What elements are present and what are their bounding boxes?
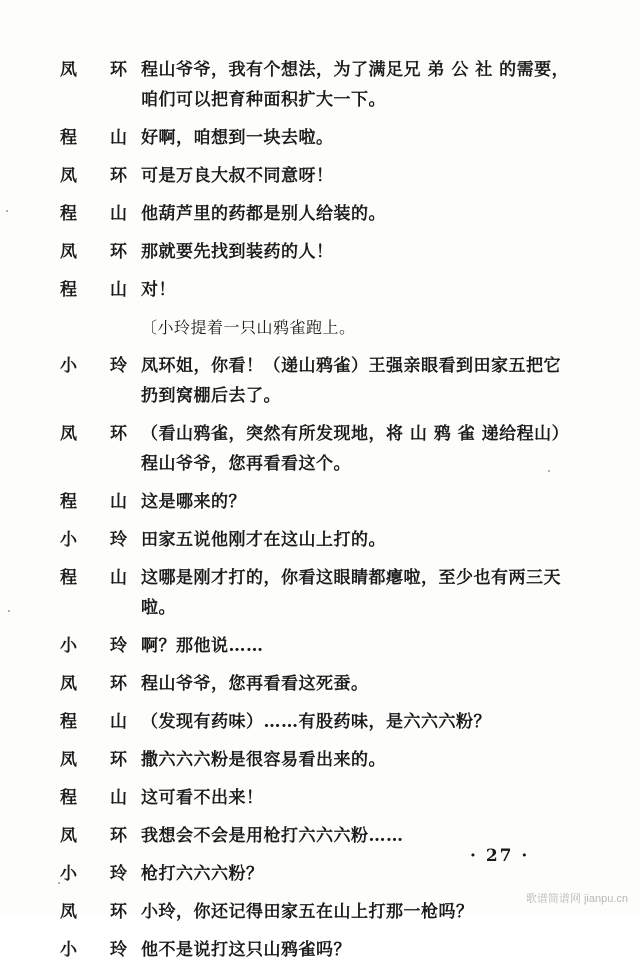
dialogue-text: 撒六六六粉是很容易看出来的。	[141, 750, 386, 770]
dialogue-line	[60, 161, 570, 191]
dialogue-line	[60, 275, 570, 305]
dialogue-text: （看山鸦雀，突然有所发现地，将 山 鸦 雀 递给程山）程山爷爷，您再看看这个。	[141, 424, 570, 474]
speaker-name: 凤 环	[60, 60, 127, 80]
dialogue-text: 凤环姐，你看！（递山鸦雀）王强亲眼看到田家五把它扔到窝棚后去了。	[141, 356, 561, 406]
dialogue-text: 我想会不会是用枪打六六六粉……	[141, 826, 404, 846]
dialogue-text: 啊？那他说……	[141, 636, 264, 656]
dialogue-text: 这哪是刚才打的，你看这眼睛都瘪啦，至少也有两三天啦。	[141, 568, 561, 618]
print-speck	[6, 210, 8, 212]
dialogue-text: 田家五说他刚才在这山上打的。	[141, 530, 386, 550]
dialogue-line	[60, 419, 570, 479]
dialogue-line	[60, 935, 570, 965]
speaker-name: 凤 环	[60, 826, 127, 846]
stage-direction: 〔小玲提着一只山鸦雀跑上。	[141, 318, 356, 337]
dialogue-text: 他不是说打这只山鸦雀吗？	[141, 940, 351, 960]
dialogue-line	[60, 783, 570, 813]
dialogue-line	[60, 563, 570, 623]
speaker-name: 凤 环	[60, 902, 127, 922]
dialogue-text: （发现有药味）……有股药味，是六六六粉？	[141, 712, 491, 732]
dialogue-line	[60, 525, 570, 555]
speaker-name: 程 山	[60, 128, 127, 148]
dialogue-text: 这可看不出来！	[141, 788, 264, 808]
speaker-name: 小 玲	[60, 530, 127, 550]
dialogue-text: 小玲，你还记得田家五在山上打那一枪吗？	[141, 902, 474, 922]
dialogue-line	[60, 199, 570, 229]
speaker-name: 小 玲	[60, 864, 127, 884]
dialogue-line	[60, 745, 570, 775]
dialogue-text: 对！	[141, 280, 176, 300]
print-speck	[548, 470, 550, 472]
site-watermark: 歌谱简谱网 jianpu.cn	[525, 893, 628, 905]
print-speck	[58, 882, 60, 884]
speaker-name: 凤 环	[60, 242, 127, 262]
dialogue-text: 他葫芦里的药都是别人给装的。	[141, 204, 386, 224]
dialogue-line	[60, 897, 570, 927]
script-body	[60, 55, 570, 973]
print-speck	[8, 610, 10, 612]
dialogue-line	[60, 237, 570, 267]
dialogue-text: 程山爷爷，您再看看这死蚕。	[141, 674, 369, 694]
dialogue-line	[60, 631, 570, 661]
dialogue-text: 那就要先找到装药的人！	[141, 242, 334, 262]
speaker-name: 程 山	[60, 280, 127, 300]
speaker-name: 凤 环	[60, 674, 127, 694]
speaker-name: 程 山	[60, 568, 127, 588]
dialogue-line	[60, 123, 570, 153]
speaker-name: 凤 环	[60, 166, 127, 186]
speaker-name: 程 山	[60, 204, 127, 224]
dialogue-text: 这是哪来的？	[141, 492, 246, 512]
speaker-name: 小 玲	[60, 940, 127, 960]
speaker-name: 程 山	[60, 712, 127, 732]
speaker-name: 凤 环	[60, 750, 127, 770]
dialogue-text: 程山爷爷，我有个想法，为了满足兄 弟 公 社 的需要，咱们可以把育种面积扩大一下。	[141, 60, 570, 110]
speaker-name: 程 山	[60, 492, 127, 512]
speaker-name: 小 玲	[60, 636, 127, 656]
dialogue-text: 好啊，咱想到一块去啦。	[141, 128, 334, 148]
dialogue-line	[60, 487, 570, 517]
page-number: · 27 ·	[470, 846, 530, 866]
dialogue-line	[60, 55, 570, 115]
speaker-name: 凤 环	[60, 424, 127, 444]
dialogue-line	[60, 707, 570, 737]
dialogue-line	[60, 669, 570, 699]
speaker-name: 程 山	[60, 788, 127, 808]
dialogue-line	[60, 351, 570, 411]
speaker-name: 小 玲	[60, 356, 127, 376]
dialogue-text: 枪打六六六粉？	[141, 864, 264, 884]
dialogue-text: 可是万良大叔不同意呀！	[141, 166, 334, 186]
